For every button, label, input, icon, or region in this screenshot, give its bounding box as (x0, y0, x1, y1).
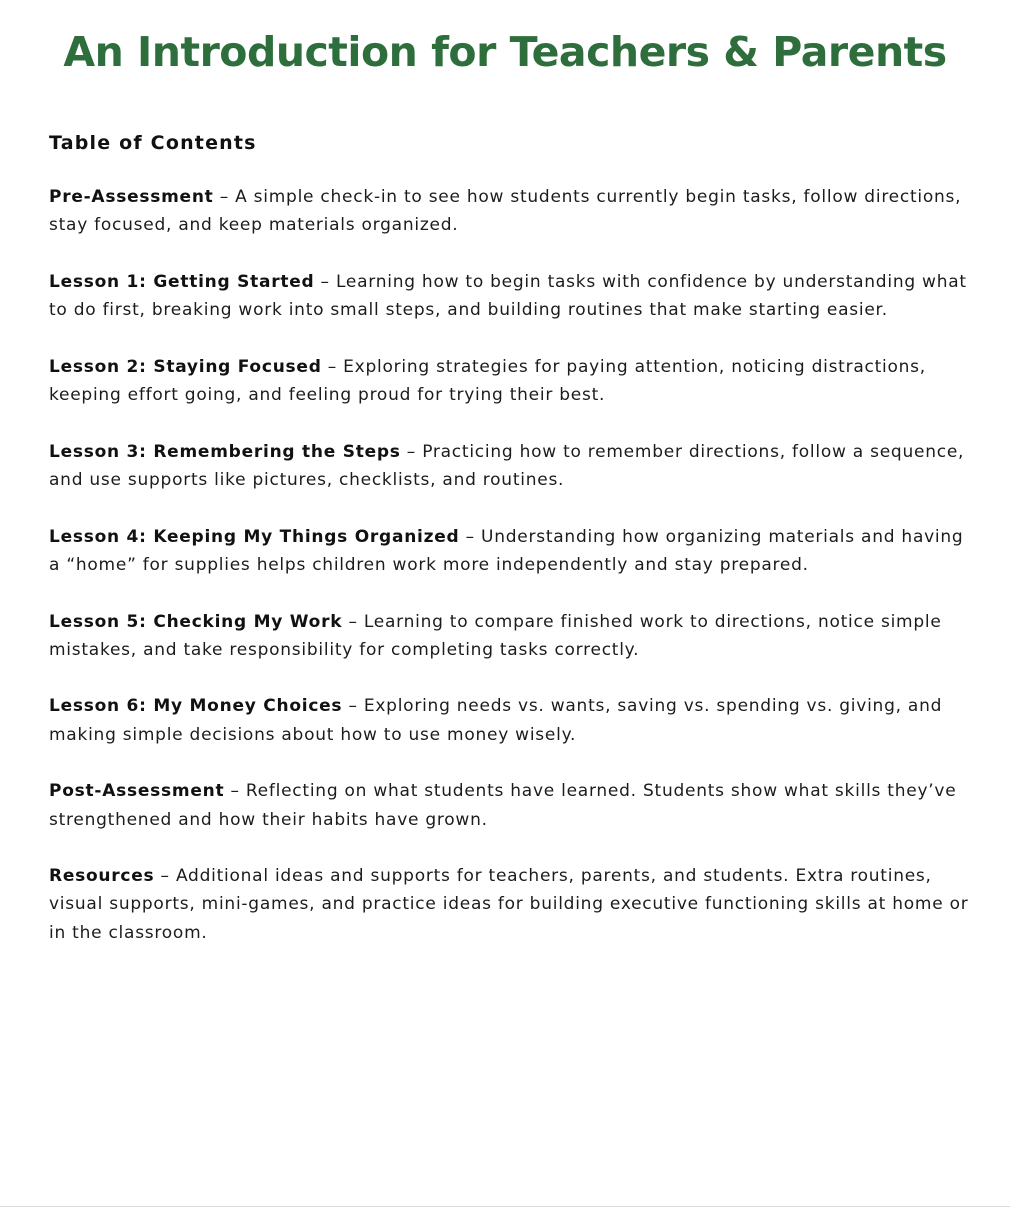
toc-entry-pre-assessment (49, 183, 970, 239)
toc-entry-description: – Exploring strategies for paying attention, noticing distractions, keeping effort going, and feeling proud for trying their best. (49, 356, 926, 406)
toc-entry-title: Post-Assessment (49, 781, 225, 802)
toc-entry-description: – Additional ideas and supports for teachers, parents, and students. Extra routines, visual supports, mini-games, and practice ideas for building executive functioning skills at home or in the classroom. (49, 866, 969, 943)
toc-entry-post-assessment (49, 777, 970, 833)
toc-entry-title: Lesson 2: Staying Focused (49, 356, 322, 377)
toc-entry-lesson-2 (49, 353, 970, 409)
page-bottom-divider (0, 1206, 1010, 1207)
toc-entry-lesson-3 (49, 438, 970, 494)
toc-entry-resources (49, 862, 970, 947)
toc-entry-description: – Learning how to begin tasks with confidence by understanding what to do first, breaking work into small steps, and building routines that make starting easier. (49, 271, 967, 321)
toc-entry-description: – Understanding how organizing materials and having a “home” for supplies helps children work more independently and stay prepared. (49, 526, 964, 575)
toc-entry-title: Lesson 5: Checking My Work (49, 611, 343, 632)
page-title: An Introduction for Teachers & Parents (63, 28, 947, 76)
toc-entry-description: – Reflecting on what students have learned. Students show what skills they’ve strengthened and how their habits have grown. (49, 781, 957, 830)
toc-entry-description: – Exploring needs vs. wants, saving vs. spending vs. giving, and making simple decisions about how to use money wisely. (49, 696, 943, 745)
toc-entry-lesson-5 (49, 608, 970, 664)
toc-list (49, 183, 970, 947)
toc-entry-title: Lesson 6: My Money Choices (49, 696, 343, 717)
toc-entry-lesson-6 (49, 692, 970, 748)
toc-entry-description: – Learning to compare finished work to directions, notice simple mistakes, and take responsibility for completing tasks correctly. (49, 611, 942, 660)
toc-entry-title: Lesson 3: Remembering the Steps (49, 441, 401, 462)
toc-entry-title: Resources (49, 866, 155, 887)
toc-entry-lesson-1 (49, 268, 970, 324)
toc-entry-lesson-4 (49, 523, 970, 579)
toc-entry-title: Pre-Assessment (49, 187, 214, 207)
toc-entry-title: Lesson 1: Getting Started (49, 271, 315, 292)
toc-heading: Table of Contents (49, 132, 257, 154)
toc-entry-description: – Practicing how to remember directions, follow a sequence, and use supports like pictures, checklists, and routines. (49, 441, 965, 490)
toc-entry-title: Lesson 4: Keeping My Things Organized (49, 526, 460, 547)
toc-entry-description: – A simple check-in to see how students currently begin tasks, follow directions, stay focused, and keep materials organized. (49, 187, 962, 236)
